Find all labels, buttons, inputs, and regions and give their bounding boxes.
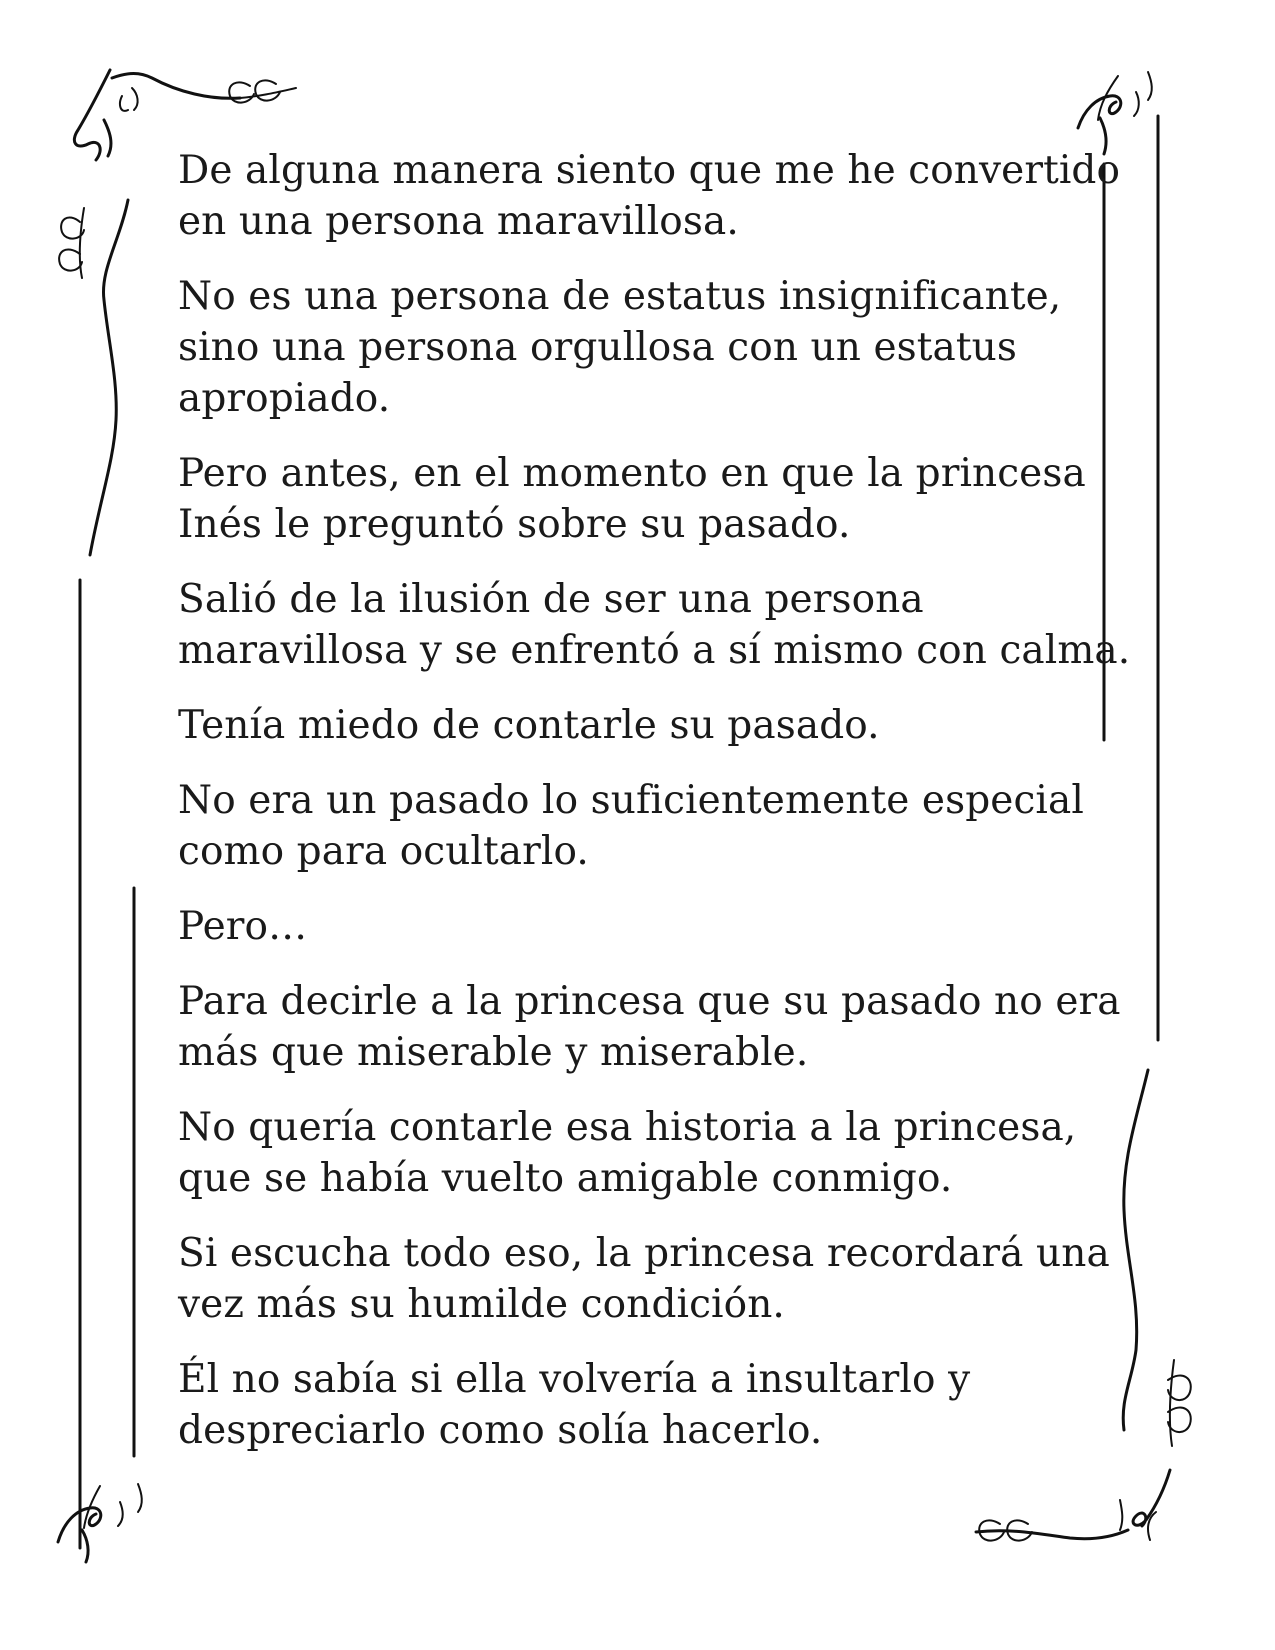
paragraph (178, 271, 1108, 424)
paragraph-line: como para ocultarlo. (178, 829, 589, 874)
paragraph (178, 574, 1131, 676)
paragraph (178, 145, 1121, 247)
paragraph-line: maravillosa y se enfrentó a sí mismo con calma. (178, 628, 1131, 673)
paragraph-line: No quería contarle esa historia a la princesa, (178, 1105, 1077, 1150)
paragraph (178, 700, 1108, 751)
paragraph-line: Pero… (178, 904, 308, 949)
paragraph (178, 1228, 1108, 1330)
paragraph (178, 775, 1108, 877)
paragraph-line: despreciarlo como solía hacerlo. (178, 1408, 823, 1453)
paragraph-line: Para decirle a la princesa que su pasado no era (178, 979, 1121, 1024)
border-flourish-bottom-left (58, 1484, 142, 1562)
paragraph-line: Si escucha todo eso, la princesa recordará una (178, 1231, 1110, 1276)
paragraph-line: más que miserable y miserable. (178, 1030, 809, 1075)
paragraph (178, 901, 1108, 952)
border-flourish-top-right (1078, 72, 1152, 154)
paragraph-line: Tenía miedo de contarle su pasado. (178, 703, 880, 748)
paragraph (178, 1354, 1108, 1456)
paragraph-line: No era un pasado lo suficientemente especial (178, 778, 1084, 823)
paragraph (178, 1102, 1108, 1204)
story-text (178, 145, 1131, 1480)
paragraph (178, 448, 1108, 550)
paragraph-line: en una persona maravillosa. (178, 199, 739, 244)
paragraph-line: Inés le preguntó sobre su pasado. (178, 502, 851, 547)
paragraph-line: De alguna manera siento que me he convertido (178, 148, 1121, 193)
paragraph-line: sino una persona orgullosa con un estatus (178, 325, 1018, 370)
paragraph-line: que se había vuelto amigable conmigo. (178, 1156, 953, 1201)
paragraph-line: Pero antes, en el momento en que la princesa (178, 451, 1086, 496)
paragraph (178, 976, 1121, 1078)
paragraph-line: No es una persona de estatus insignificante, (178, 274, 1062, 319)
paragraph-line: vez más su humilde condición. (178, 1282, 785, 1327)
paragraph-line: Él no sabía si ella volvería a insultarlo y (178, 1357, 971, 1402)
paragraph-line: apropiado. (178, 376, 391, 421)
paragraph-line: Salió de la ilusión de ser una persona (178, 577, 924, 622)
